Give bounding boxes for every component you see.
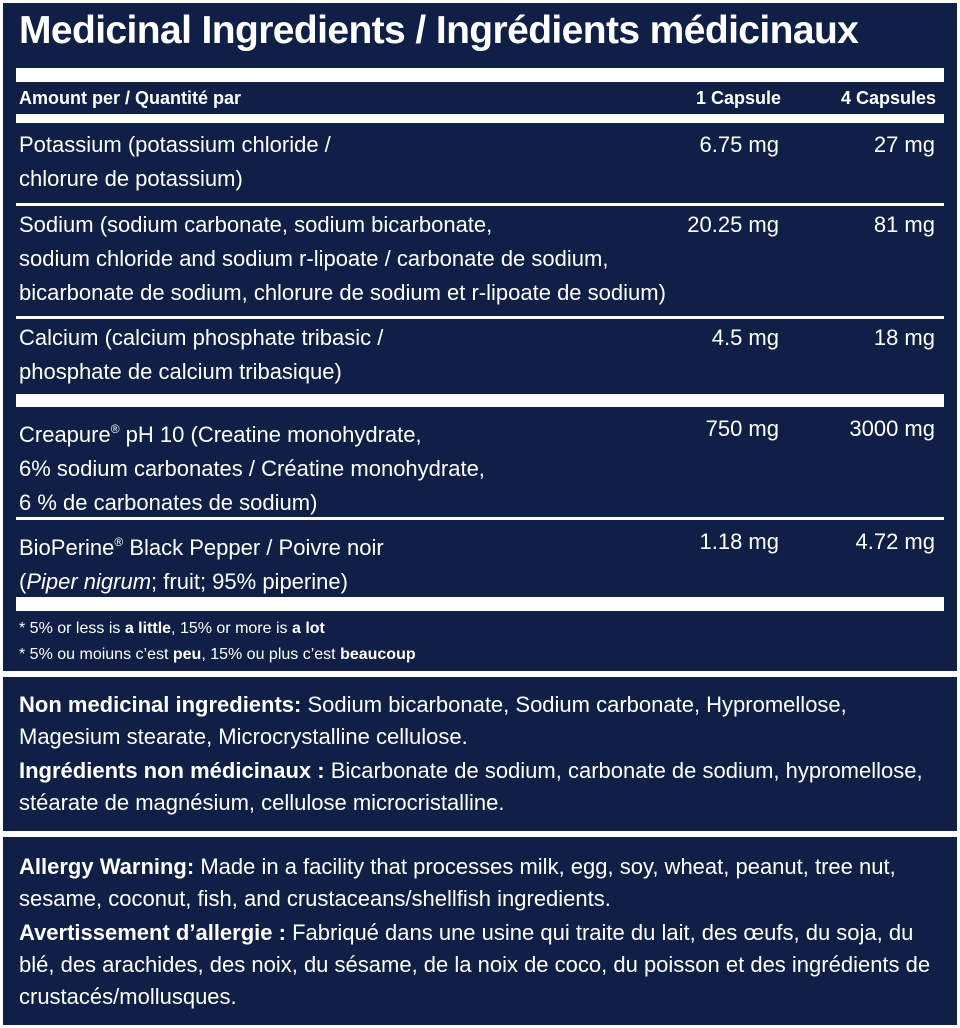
- table-bottom-divider: [16, 597, 944, 611]
- ingredient-amount-4-capsules: 4.72 mg: [855, 529, 935, 554]
- footnote-bold: a lot: [291, 620, 325, 637]
- footnote-fr: [19, 646, 416, 664]
- ingredient-amount-4-capsules: 27 mg: [873, 132, 935, 157]
- allergy-fr-label: Avertissement d’allergie :: [19, 920, 286, 945]
- ingredient-amount-1-capsule: 20.25 mg: [687, 212, 779, 237]
- ingredient-amount-1-capsule: 6.75 mg: [699, 132, 779, 157]
- footnote-bold: peu: [172, 646, 202, 663]
- allergy-fr-text: Fabriqué dans une usine qui traite du lait, des œufs, du soja, du blé, des arachides, des noix, du sésame, de la noix de coco, du poisson et des ingrédients de crustacés/mollusques.: [19, 920, 931, 1009]
- allergy-panel: [3, 837, 957, 1025]
- footnote-text: , 15% ou plus c’est: [201, 646, 341, 663]
- brand-name: BioPerine: [19, 535, 115, 560]
- footnote-text: * 5% or less is: [19, 620, 125, 637]
- header-divider: [16, 114, 944, 123]
- ingredient-name: [19, 525, 384, 599]
- ingredient-detail: pH 10 (Creatine monohydrate, 6% sodium carbonates / Créatine monohydrate, 6 % de carbonates de sodium): [19, 422, 485, 515]
- row-divider: [16, 517, 944, 520]
- footnote-bold: beaucoup: [340, 646, 416, 663]
- title-divider: [16, 68, 944, 82]
- footnote-bold: a little: [124, 620, 172, 637]
- registered-mark: ®: [114, 535, 124, 549]
- ingredient-amount-1-capsule: 750 mg: [705, 416, 779, 441]
- non-medicinal-en-label: Non medicinal ingredients:: [19, 692, 302, 717]
- footnote-en: [19, 620, 325, 638]
- medicinal-ingredients-panel: [3, 3, 957, 671]
- registered-mark: ®: [110, 422, 120, 436]
- ingredient-amount-1-capsule: 4.5 mg: [711, 325, 779, 350]
- footnote-text: , 15% or more is: [171, 620, 292, 637]
- ingredient-name: [19, 412, 485, 520]
- non-medicinal-en: [19, 689, 941, 753]
- medicinal-title: Medicinal Ingredients / Ingrédients médicinaux: [19, 9, 859, 52]
- header-4-capsules: 4 Capsules: [840, 88, 936, 108]
- ingredient-name: Sodium (sodium carbonate, sodium bicarbonate, sodium chloride and sodium r-lipoate / carbonate de sodium, bicarbonate de sodium, chlorure de sodium et r-lipoate de sodium): [19, 212, 666, 305]
- ingredient-amount-4-capsules: 81 mg: [873, 212, 935, 237]
- header-amount: Amount per / Quantité par: [19, 88, 242, 108]
- ingredient-name: Potassium (potassium chloride / chlorure de potassium): [19, 132, 331, 191]
- ingredient-detail: Black Pepper / Poivre noir: [123, 535, 384, 560]
- paren-open: (: [19, 569, 27, 594]
- non-medicinal-fr: [19, 755, 941, 819]
- row-divider: [16, 394, 944, 407]
- allergy-en-label: Allergy Warning:: [19, 854, 195, 879]
- botanical-name: Piper nigrum: [26, 569, 152, 594]
- ingredient-amount-1-capsule: 1.18 mg: [699, 529, 779, 554]
- non-medicinal-panel: [3, 677, 957, 831]
- ingredient-amount-4-capsules: 3000 mg: [849, 416, 935, 441]
- ingredient-name: Calcium (calcium phosphate tribasic / phosphate de calcium tribasique): [19, 325, 384, 384]
- header-1-capsule: 1 Capsule: [695, 88, 781, 108]
- non-medicinal-en-text: Sodium bicarbonate, Sodium carbonate, Hypromellose, Magesium stearate, Microcrystalline cellulose.: [19, 692, 847, 749]
- row-divider: [16, 316, 944, 319]
- non-medicinal-fr-text: Bicarbonate de sodium, carbonate de sodium, hypromellose, stéarate de magnésium, cellulose microcristalline.: [19, 758, 923, 815]
- footnote-text: * 5% ou moiuns c’est: [19, 646, 173, 663]
- row-divider: [16, 203, 944, 206]
- allergy-fr: [19, 917, 941, 1013]
- non-medicinal-fr-label: Ingrédients non médicinaux :: [19, 758, 325, 783]
- brand-name: Creapure: [19, 422, 111, 447]
- botanical-detail: ; fruit; 95% piperine): [151, 569, 348, 594]
- allergy-en: [19, 851, 941, 915]
- ingredient-amount-4-capsules: 18 mg: [873, 325, 935, 350]
- allergy-en-text: Made in a facility that processes milk, egg, soy, wheat, peanut, tree nut, sesame, coconut, fish, and crustaceans/shellfish ingredients.: [19, 854, 896, 911]
